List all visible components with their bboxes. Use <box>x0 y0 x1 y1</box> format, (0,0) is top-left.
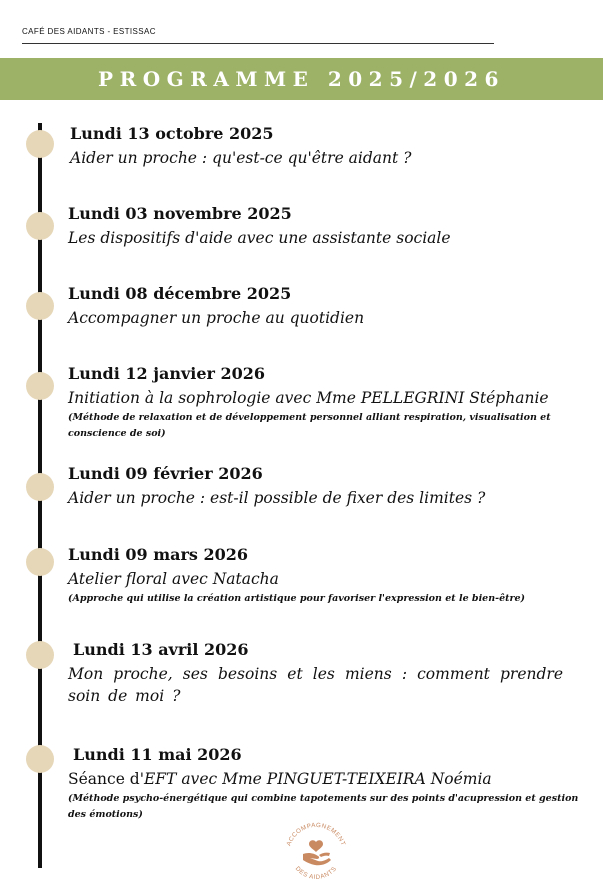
event-date: Lundi 12 janvier 2026 <box>68 364 266 383</box>
event-date: Lundi 13 octobre 2025 <box>70 124 274 143</box>
logo-top-text: ACCOMPAGNEMENT <box>285 821 347 847</box>
event-title <box>68 768 598 790</box>
event-date: Lundi 13 avril 2026 <box>73 640 249 659</box>
event-title-main: EFT avec Mme PINGUET-TEIXEIRA Noémia <box>143 770 492 788</box>
event-item <box>68 745 598 823</box>
event-title: Accompagner un proche au quotidien <box>68 309 365 327</box>
logo-bottom-text: DES AIDANTS <box>293 865 339 881</box>
banner-title: PROGRAMME 2025/2026 <box>98 67 505 91</box>
event-date: Lundi 03 novembre 2025 <box>68 204 292 223</box>
timeline-dot <box>26 548 54 576</box>
programme-banner <box>0 58 603 100</box>
event-note: (Méthode de relaxation et de développement personnel alliant respiration, visualisation et conscience de soi) <box>68 412 551 439</box>
event-title: Atelier floral avec Natacha <box>68 570 279 588</box>
hands-heart-icon <box>303 840 331 865</box>
event-note: (Approche qui utilise la création artistique pour favoriser l'expression et le bien-être) <box>68 593 526 604</box>
event-item <box>68 284 364 329</box>
timeline-dot <box>26 372 54 400</box>
event-title: Aider un proche : est-il possible de fixer des limites ? <box>68 489 486 507</box>
event-item <box>68 640 563 707</box>
event-date: Lundi 11 mai 2026 <box>73 745 242 764</box>
timeline-dot <box>26 641 54 669</box>
event-title-prefix: Séance d' <box>68 770 144 788</box>
timeline-dot <box>26 473 54 501</box>
timeline-dot <box>26 130 54 158</box>
event-item <box>70 124 411 169</box>
organization-name: CAFÉ DES AIDANTS - ESTISSAC <box>22 27 156 36</box>
accompagnement-logo <box>281 818 351 888</box>
event-title: Aider un proche : qu'est-ce qu'être aidant ? <box>70 149 412 167</box>
event-date: Lundi 08 décembre 2025 <box>68 284 292 303</box>
timeline-dot <box>26 212 54 240</box>
event-item <box>68 204 451 249</box>
event-date: Lundi 09 février 2026 <box>68 464 263 483</box>
event-item <box>68 364 603 442</box>
header-divider <box>22 43 494 44</box>
timeline-dot <box>26 292 54 320</box>
timeline-dot <box>26 745 54 773</box>
event-title: Les dispositifs d'aide avec une assistante sociale <box>68 229 451 247</box>
event-item <box>68 464 485 509</box>
event-item <box>68 545 598 607</box>
event-title: Initiation à la sophrologie avec Mme PELLEGRINI Stéphanie <box>68 389 549 407</box>
event-note: (Méthode psycho-énergétique qui combine tapotements sur des points d'acupression et gestion des émotions) <box>68 793 579 820</box>
event-date: Lundi 09 mars 2026 <box>68 545 249 564</box>
event-title: Mon proche, ses besoins et les miens : comment prendre soin de moi ? <box>68 665 563 705</box>
